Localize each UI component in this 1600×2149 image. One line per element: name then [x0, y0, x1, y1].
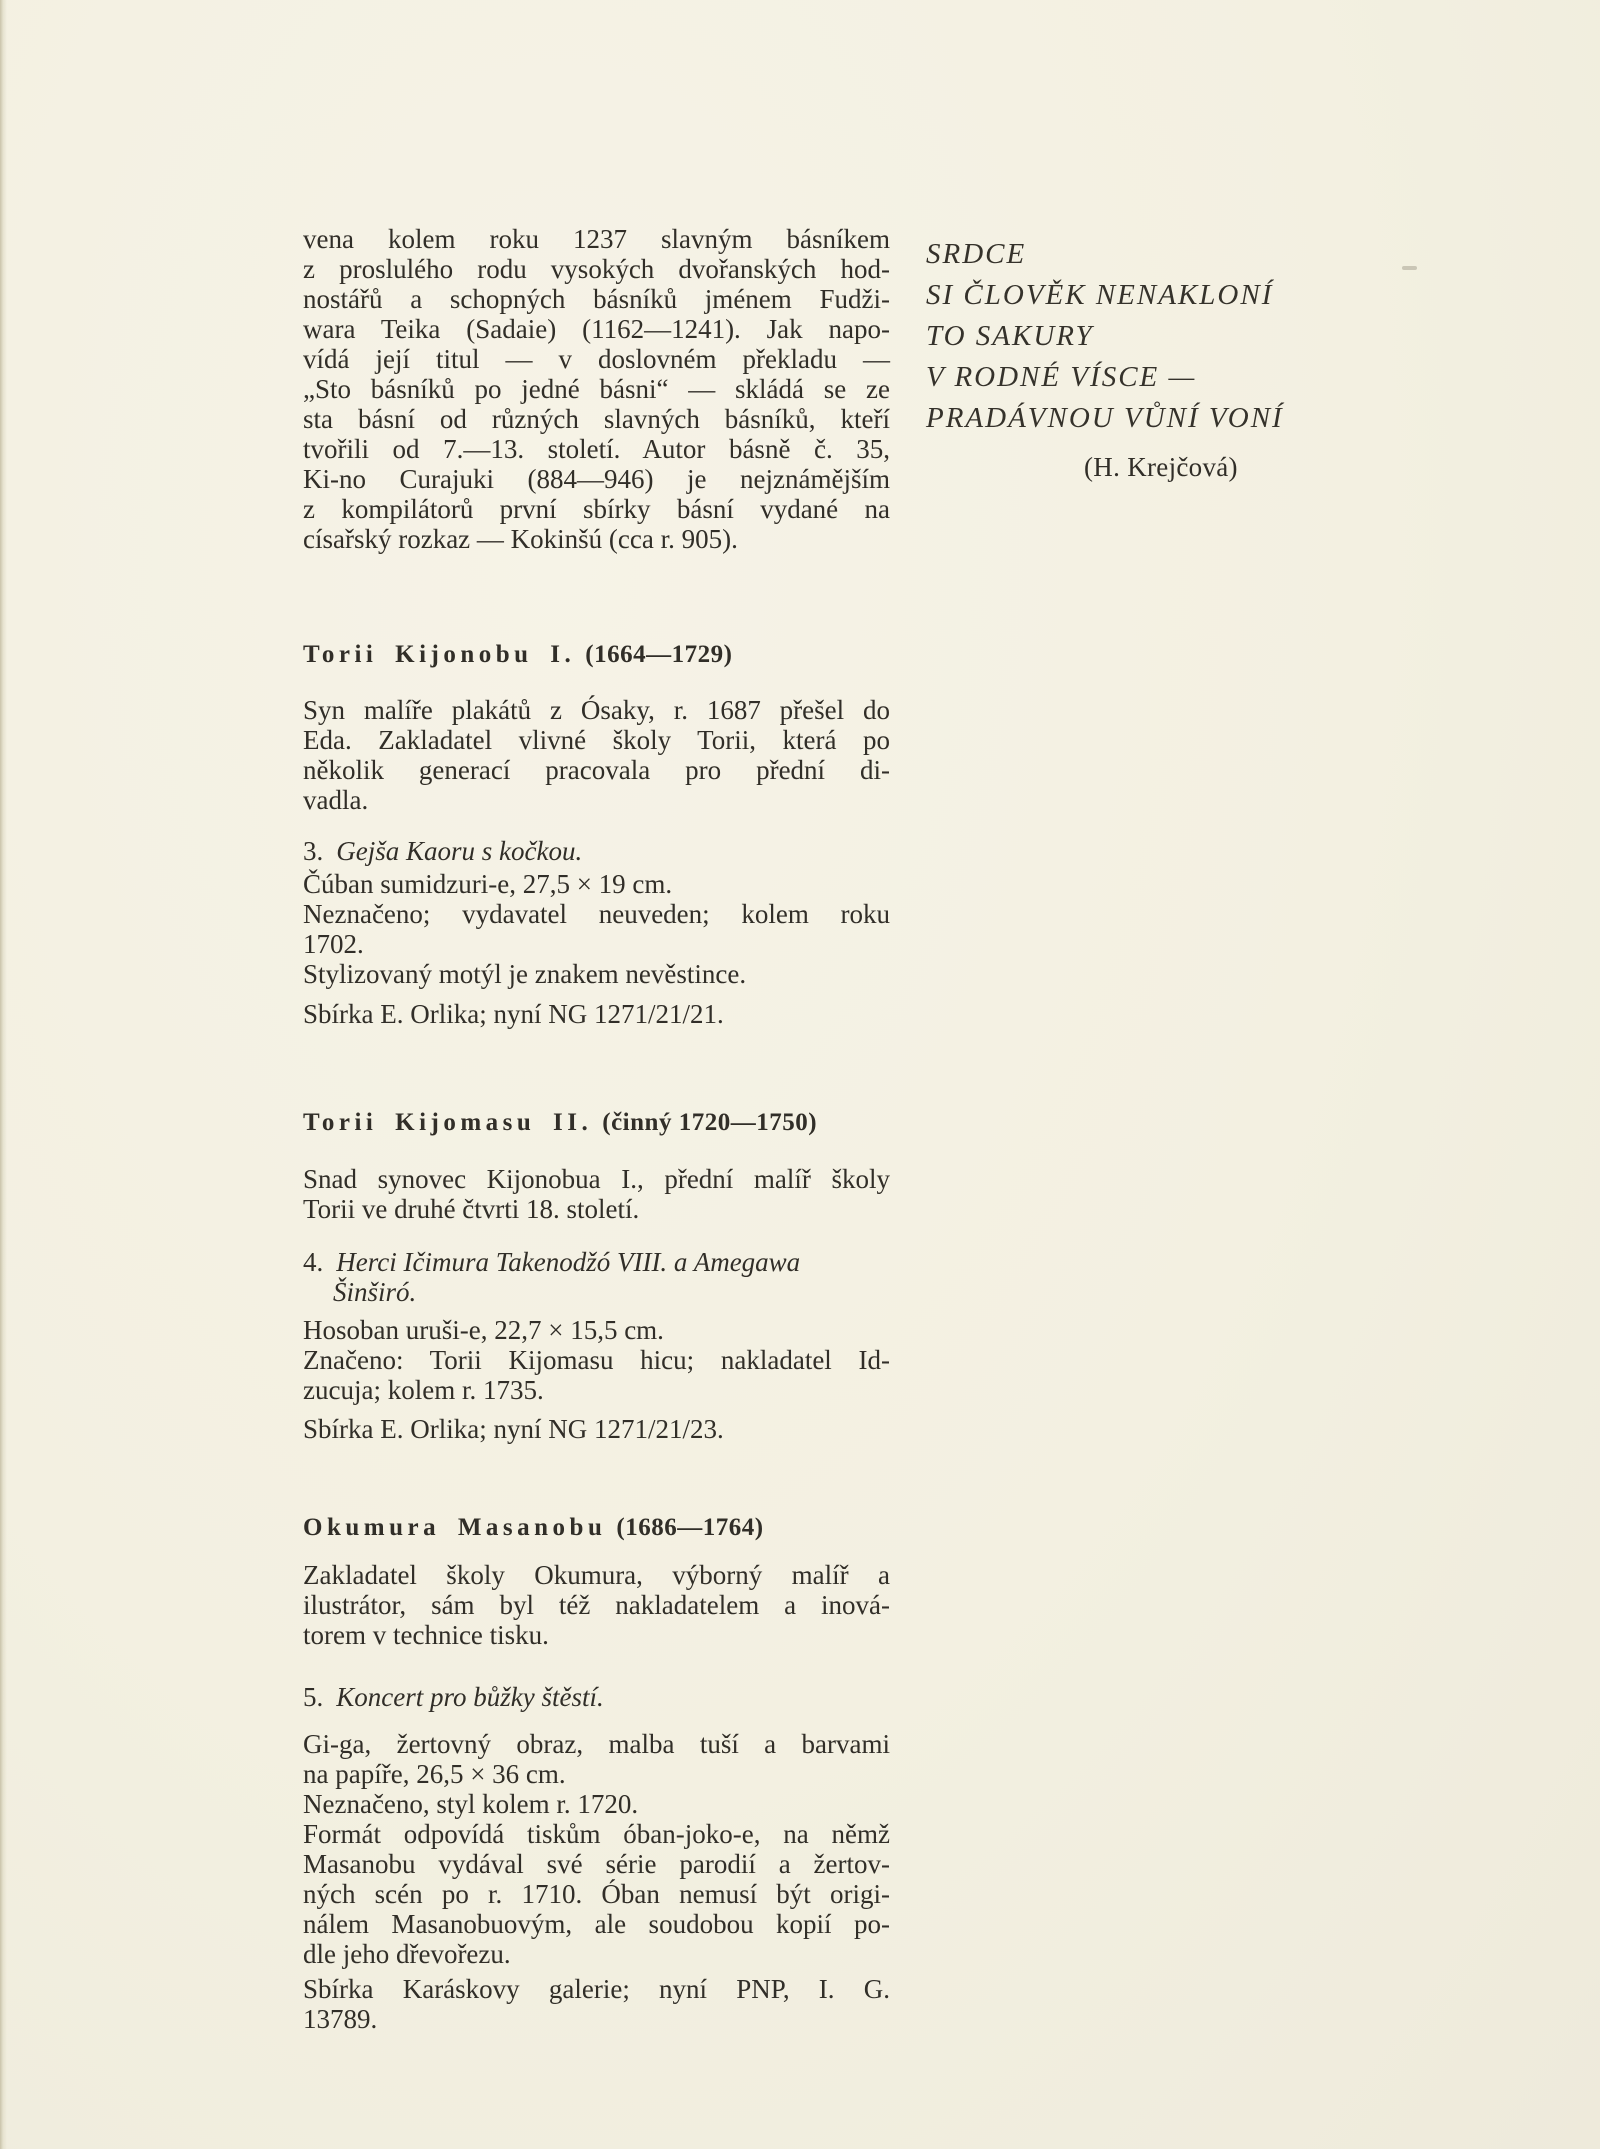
text-line: Syn malíře plakátů z Ósaky, r. 1687 přešel do	[303, 695, 890, 725]
poem-lines	[926, 234, 1396, 439]
text-line: SRDCE	[926, 238, 1027, 270]
text-line: na papíře, 26,5 × 36 cm.	[303, 1759, 566, 1789]
text-line: Torii ve druhé čtvrti 18. století.	[303, 1194, 640, 1224]
item-5-number: 5.	[303, 1682, 324, 1712]
page-left-edge	[0, 0, 7, 2149]
text-line: SI ČLOVĚK NENAKLONÍ	[926, 279, 1274, 311]
text-line: Hosoban uruši-e, 22,7 × 15,5 cm.	[303, 1315, 664, 1345]
item-3-title-text: Gejša Kaoru s kočkou.	[336, 836, 583, 866]
item-4-collection	[303, 1414, 890, 1444]
section-2-heading	[303, 1109, 890, 1137]
item-3-number: 3.	[303, 836, 324, 866]
item-3-title-line	[303, 836, 890, 866]
item-5-title-text: Koncert pro bůžky štěstí.	[336, 1682, 604, 1712]
item-5-title	[303, 1682, 890, 1712]
text-line: z proslulého rodu vysokých dvořanských hod-	[303, 254, 890, 284]
text-line: 13789.	[303, 2004, 378, 2034]
item-4-title-line	[303, 1247, 890, 1277]
text-line: nálem Masanobuovým, ale soudobou kopií po-	[303, 1909, 890, 1939]
text-line: ilustrátor, sám byl též nakladatelem a inová-	[303, 1590, 890, 1620]
text-line: V RODNÉ VÍSCE —	[926, 361, 1197, 393]
section-1-body	[303, 695, 890, 815]
text-line: zucuja; kolem r. 1735.	[303, 1375, 544, 1405]
item-5-collection	[303, 1974, 890, 2034]
text-line: Čúban sumidzuri-e, 27,5 × 19 cm.	[303, 869, 673, 899]
section-3-body	[303, 1560, 890, 1650]
section-1-artist-dates: (1664—1729)	[585, 641, 733, 668]
text-line: Značeno: Torii Kijomasu hicu; nakladatel Id-	[303, 1345, 890, 1375]
text-line: 1702.	[303, 929, 364, 959]
text-line: několik generací pracovala pro přední di-	[303, 755, 890, 785]
text-line: Zakladatel školy Okumura, výborný malíř a	[303, 1560, 890, 1590]
item-4-details	[303, 1315, 890, 1405]
text-line: Sbírka Karáskovy galerie; nyní PNP, I. G.	[303, 1974, 890, 2004]
text-line: císařský rozkaz — Kokinšú (cca r. 905).	[303, 524, 738, 554]
text-line: PRADÁVNOU VŮNÍ VONÍ	[926, 402, 1284, 434]
text-line: vena kolem roku 1237 slavným básníkem	[303, 224, 890, 254]
text-line: Gi-ga, žertovný obraz, malba tuší a barvami	[303, 1729, 890, 1759]
text-line: z kompilátorů první sbírky básní vydané na	[303, 494, 890, 524]
section-1-heading	[303, 641, 890, 669]
text-line: vadla.	[303, 785, 369, 815]
section-2-artist-name: Torii Kijomasu II.	[303, 1109, 593, 1136]
item-5-details	[303, 1729, 890, 1969]
text-line: dle jeho dřevořezu.	[303, 1939, 511, 1969]
item-5-title-line	[303, 1682, 890, 1712]
section-2-body	[303, 1164, 890, 1224]
text-line: Snad synovec Kijonobua I., přední malíř školy	[303, 1164, 890, 1194]
section-3-artist-dates: (1686—1764)	[616, 1514, 764, 1541]
item-3-details	[303, 869, 890, 989]
text-line: TO SAKURY	[926, 320, 1094, 352]
item-3-title	[303, 836, 890, 866]
item-4-title-continuation: Šinširó.	[333, 1277, 417, 1307]
section-2-artist-dates: (činný 1720—1750)	[602, 1109, 818, 1136]
text-line: Neznačeno, styl kolem r. 1720.	[303, 1789, 639, 1819]
text-line: nostářů a schopných básníků jménem Fudži-	[303, 284, 890, 314]
poem	[926, 234, 1396, 483]
section-1-artist-name: Torii Kijonobu I.	[303, 641, 576, 668]
text-line: Neznačeno; vydavatel neuveden; kolem roku	[303, 899, 890, 929]
intro-paragraph	[303, 224, 890, 554]
item-4-title	[303, 1247, 890, 1307]
text-line: sta básní od různých slavných básníků, kteří	[303, 404, 890, 434]
text-line: tvořili od 7.—13. století. Autor básně č. 35,	[303, 434, 890, 464]
text-line: Stylizovaný motýl je znakem nevěstince.	[303, 959, 747, 989]
text-line: Eda. Zakladatel vlivné školy Torii, která po	[303, 725, 890, 755]
text-line: Masanobu vydával své série parodií a žertov-	[303, 1849, 890, 1879]
text-line: Sbírka E. Orlika; nyní NG 1271/21/23.	[303, 1414, 724, 1444]
scan-speck	[1402, 266, 1417, 270]
text-line: „Sto básníků po jedné básni“ — skládá se ze	[303, 374, 890, 404]
text-line: wara Teika (Sadaie) (1162—1241). Jak napo-	[303, 314, 890, 344]
text-line: torem v technice tisku.	[303, 1620, 549, 1650]
item-4-number: 4.	[303, 1247, 324, 1277]
text-line: Sbírka E. Orlika; nyní NG 1271/21/21.	[303, 999, 724, 1029]
section-3-heading	[303, 1514, 890, 1542]
section-3-artist-name: Okumura Masanobu	[303, 1514, 607, 1541]
text-line: ných scén po r. 1710. Óban nemusí být origi-	[303, 1879, 890, 1909]
text-line: vídá její titul — v doslovném překladu —	[303, 344, 890, 374]
item-4-title-text: Herci Ičimura Takenodžó VIII. a Amegawa	[336, 1247, 801, 1277]
text-line: Formát odpovídá tiskům óban-joko-e, na němž	[303, 1819, 890, 1849]
item-3-collection	[303, 999, 890, 1029]
text-line: Ki-no Curajuki (884—946) je nejznámějším	[303, 464, 890, 494]
poem-attribution: (H. Krejčová)	[1084, 452, 1238, 482]
